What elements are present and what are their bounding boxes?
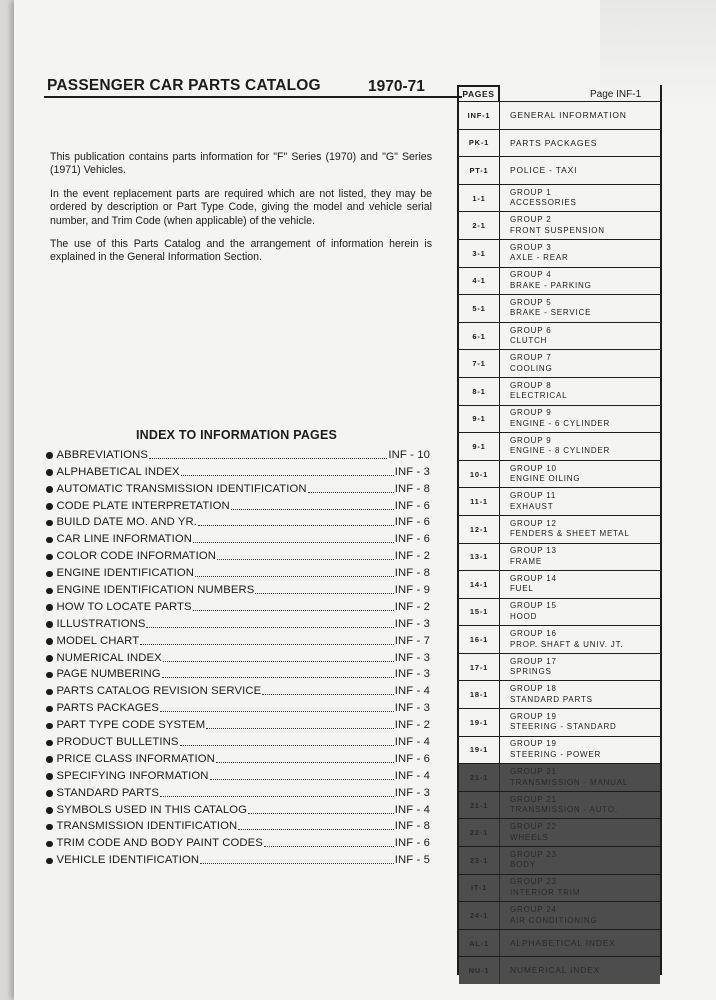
index-entry (46, 698, 430, 715)
index-entry-page: INF - 2 (394, 600, 430, 613)
section-tab-row (459, 515, 660, 543)
section-line2: WHEELS (510, 832, 549, 842)
section-line1: GROUP 23 (510, 849, 557, 859)
section-line1: GENERAL INFORMATION (510, 110, 627, 121)
section-tab-row (459, 763, 660, 791)
section-tab-row (459, 432, 660, 460)
dot-leader (193, 610, 394, 611)
section-description (500, 433, 660, 460)
section-page-code: 23-1 (459, 847, 500, 874)
section-tab-row (459, 211, 660, 239)
section-description (500, 681, 660, 708)
index-entry-page: INF - 4 (394, 769, 430, 782)
index-entry (46, 766, 430, 783)
bullet-icon (46, 672, 53, 679)
section-line1: GROUP 6 (510, 325, 552, 335)
tab-rows (459, 101, 660, 984)
section-line2: ENGINE OILING (510, 474, 581, 484)
dot-leader (200, 863, 394, 864)
section-line1: GROUP 21 (510, 794, 557, 804)
index-entry-page: INF - 3 (394, 651, 430, 664)
section-line2: STEERING - STANDARD (510, 722, 617, 732)
bullet-icon (46, 723, 53, 730)
index-entry-label: STANDARD PARTS (56, 786, 159, 799)
section-line2: BRAKE - PARKING (510, 280, 592, 290)
index-entry-label: ENGINE IDENTIFICATION (56, 567, 194, 580)
section-line2: STEERING - POWER (510, 749, 602, 759)
section-line1: GROUP 11 (510, 491, 557, 501)
section-page-code: PK-1 (459, 130, 500, 157)
section-line2: INTERIOR TRIM (510, 887, 581, 897)
section-page-code: 22-1 (459, 819, 500, 846)
index-entry (46, 850, 430, 867)
bullet-icon (46, 655, 53, 662)
section-page-code: 13-1 (459, 544, 500, 571)
index-entry (46, 563, 430, 580)
section-tab-row (459, 846, 660, 874)
index-entry-page: INF - 3 (394, 702, 430, 715)
section-page-code: 17-1 (459, 654, 500, 681)
section-line1: GROUP 1 (510, 187, 552, 197)
section-page-code: 1-1 (459, 185, 500, 212)
section-line1: GROUP 13 (510, 546, 557, 556)
section-description (500, 350, 660, 377)
index-entry (46, 513, 430, 530)
section-line2: ENGINE - 6 CYLINDER (510, 418, 611, 428)
section-tab-row (459, 929, 660, 957)
section-line1: GROUP 24 (510, 905, 557, 915)
section-line1: GROUP 17 (510, 656, 557, 666)
section-line1: GROUP 12 (510, 518, 557, 528)
section-description (500, 488, 660, 515)
section-line1: GROUP 19 (510, 711, 557, 721)
bullet-icon (46, 638, 53, 645)
bullet-icon (46, 554, 53, 561)
index-entry (46, 462, 430, 479)
section-page-code: 21-1 (459, 792, 500, 819)
section-line1: PARTS PACKAGES (510, 137, 598, 148)
section-page-code: NU-1 (459, 957, 500, 984)
dot-leader (195, 576, 394, 577)
section-tab-row (459, 487, 660, 515)
section-page-code: 7-1 (459, 350, 500, 377)
section-tab-row (459, 460, 660, 488)
index-list (46, 445, 430, 867)
index-entry (46, 783, 430, 800)
dot-leader (193, 542, 394, 543)
section-tab-row (459, 708, 660, 736)
catalog-title: PASSENGER CAR PARTS CATALOG (47, 77, 321, 94)
bullet-icon (46, 588, 53, 595)
section-line2: COOLING (510, 363, 553, 373)
bullet-icon (46, 858, 53, 865)
section-line1: GROUP 3 (510, 242, 552, 252)
section-page-code: 12-1 (459, 516, 500, 543)
section-tab-row (459, 267, 660, 295)
index-entry-label: PART TYPE CODE SYSTEM (56, 719, 206, 732)
section-page-code: 4-1 (459, 268, 500, 295)
dot-leader (206, 728, 393, 729)
section-description (500, 626, 660, 653)
index-entry (46, 529, 430, 546)
dot-leader (160, 796, 394, 797)
index-entry-label: PARTS PACKAGES (56, 702, 159, 715)
section-description (500, 957, 660, 984)
dot-leader (180, 745, 394, 746)
bullet-icon (46, 537, 53, 544)
section-page-code: 11-1 (459, 488, 500, 515)
index-entry-page: INF - 6 (394, 752, 430, 765)
index-entry-page: INF - 4 (394, 685, 430, 698)
section-line1: GROUP 8 (510, 380, 552, 390)
bullet-icon (46, 452, 53, 459)
section-description (500, 406, 660, 433)
section-description (500, 737, 660, 764)
index-entry-page: INF - 2 (394, 550, 430, 563)
section-line2: BRAKE - SERVICE (510, 308, 592, 318)
section-page-code: 18-1 (459, 681, 500, 708)
dot-leader (149, 458, 387, 459)
section-description (500, 930, 660, 957)
index-entry-label: TRANSMISSION IDENTIFICATION (56, 820, 238, 833)
section-line1: GROUP 7 (510, 353, 552, 363)
section-tab-row (459, 570, 660, 598)
index-entry (46, 732, 430, 749)
dot-leader (255, 593, 393, 594)
index-entry-label: MODEL CHART (56, 634, 140, 647)
index-entry (46, 496, 430, 513)
section-line1: POLICE - TAXI (510, 165, 578, 176)
section-line1: GROUP 5 (510, 297, 552, 307)
section-description (500, 157, 660, 184)
section-line1: GROUP 9 (510, 435, 552, 445)
index-entry (46, 479, 430, 496)
pages-column-header: PAGES (457, 85, 500, 101)
index-entry-page: INF - 2 (394, 719, 430, 732)
section-line2: FRAME (510, 556, 542, 566)
index-entry-page: INF - 3 (394, 465, 430, 478)
dot-leader (181, 475, 394, 476)
index-entry-label: BUILD DATE MO. AND YR. (56, 516, 198, 529)
index-entry (46, 833, 430, 850)
index-entry-label: CODE PLATE INTERPRETATION (56, 499, 230, 512)
dot-leader (162, 677, 394, 678)
section-line1: GROUP 15 (510, 601, 557, 611)
section-page-code: 6-1 (459, 323, 500, 350)
dot-leader (231, 509, 394, 510)
index-entry-label: ALPHABETICAL INDEX (56, 465, 180, 478)
section-tab-table (457, 85, 662, 975)
section-tab-row (459, 349, 660, 377)
section-line2: PROP. SHAFT & UNIV. JT. (510, 639, 624, 649)
bullet-icon (46, 790, 53, 797)
index-heading: INDEX TO INFORMATION PAGES (136, 428, 338, 442)
section-page-code: 3-1 (459, 240, 500, 267)
index-entry (46, 546, 430, 563)
section-description (500, 544, 660, 571)
bullet-icon (46, 520, 53, 527)
section-description (500, 185, 660, 212)
bullet-icon (46, 773, 53, 780)
section-description (500, 130, 660, 157)
title-rule (44, 96, 462, 98)
section-line2: AIR CONDITIONING (510, 915, 598, 925)
dot-leader (308, 492, 394, 493)
section-line2: AXLE - REAR (510, 253, 569, 263)
index-entry-label: HOW TO LOCATE PARTS (56, 600, 192, 613)
intro-paragraph: In the event replacement parts are required which are not listed, they may be ordered by description or Part Type Code, giving the model and vehicle serial number, and Trim Code (when applicable) of the vehicle. (50, 187, 432, 227)
section-tab-row (459, 101, 660, 129)
index-entry-page: INF - 6 (394, 499, 430, 512)
section-line1: GROUP 10 (510, 463, 557, 473)
section-description (500, 599, 660, 626)
section-line1: GROUP 23 (510, 877, 557, 887)
bullet-icon (46, 740, 53, 747)
dot-leader (262, 694, 394, 695)
section-tab-row (459, 625, 660, 653)
section-description (500, 654, 660, 681)
section-tab-row (459, 901, 660, 929)
dot-leader (264, 846, 394, 847)
section-page-code: 24-1 (459, 902, 500, 929)
index-entry-label: AUTOMATIC TRANSMISSION IDENTIFICATION (56, 482, 307, 495)
index-entry (46, 597, 430, 614)
index-entry (46, 580, 430, 597)
index-entry-label: PARTS CATALOG REVISION SERVICE (56, 685, 262, 698)
section-tab-row (459, 791, 660, 819)
section-tab-row (459, 156, 660, 184)
index-entry-label: ABBREVIATIONS (56, 448, 148, 461)
index-entry-page: INF - 4 (394, 803, 430, 816)
index-entry (46, 648, 430, 665)
index-entry-page: INF - 8 (394, 567, 430, 580)
index-entry (46, 445, 430, 462)
index-entry (46, 665, 430, 682)
bullet-icon (46, 824, 53, 831)
section-tab-row (459, 598, 660, 626)
dot-leader (217, 559, 394, 560)
section-tab-row (459, 653, 660, 681)
section-tab-row (459, 129, 660, 157)
section-description (500, 461, 660, 488)
section-line1: GROUP 19 (510, 739, 557, 749)
section-line2: TRANSMISSION - AUTO. (510, 805, 618, 815)
section-line1: GROUP 14 (510, 573, 557, 583)
bullet-icon (46, 841, 53, 848)
section-page-code: 8-1 (459, 378, 500, 405)
index-entry-label: SPECIFYING INFORMATION (56, 769, 209, 782)
section-line1: GROUP 22 (510, 822, 557, 832)
section-tab-row (459, 874, 660, 902)
section-tab-row (459, 239, 660, 267)
section-line2: ELECTRICAL (510, 391, 568, 401)
section-description (500, 212, 660, 239)
section-description (500, 764, 660, 791)
section-line2: STANDARD PARTS (510, 694, 593, 704)
index-entry (46, 800, 430, 817)
section-line1: GROUP 18 (510, 684, 557, 694)
index-entry-page: INF - 9 (394, 584, 430, 597)
section-tab-row (459, 736, 660, 764)
dot-leader (216, 762, 394, 763)
index-entry-page: INF - 3 (394, 786, 430, 799)
section-line2: EXHAUST (510, 501, 554, 511)
index-entry-page: INF - 7 (394, 634, 430, 647)
section-line1: GROUP 9 (510, 408, 552, 418)
section-page-code: 9-1 (459, 433, 500, 460)
bullet-icon (46, 706, 53, 713)
index-entry-label: ILLUSTRATIONS (56, 617, 146, 630)
section-line2: HOOD (510, 611, 538, 621)
section-page-code: 9-1 (459, 406, 500, 433)
section-page-code: 19-1 (459, 737, 500, 764)
index-entry-page: INF - 6 (394, 533, 430, 546)
section-line2: SPRINGS (510, 667, 552, 677)
dot-leader (238, 829, 394, 830)
section-description (500, 847, 660, 874)
bullet-icon (46, 469, 53, 476)
catalog-year: 1970-71 (368, 78, 425, 95)
section-description (500, 819, 660, 846)
section-line1: GROUP 2 (510, 215, 552, 225)
dot-leader (210, 779, 394, 780)
bullet-icon (46, 503, 53, 510)
section-description (500, 268, 660, 295)
section-line2: FUEL (510, 584, 534, 594)
section-line2: ENGINE - 8 CYLINDER (510, 446, 611, 456)
index-entry (46, 614, 430, 631)
index-entry (46, 681, 430, 698)
section-description (500, 709, 660, 736)
bullet-icon (46, 604, 53, 611)
section-page-code: 15-1 (459, 599, 500, 626)
section-description (500, 378, 660, 405)
section-line1: NUMERICAL INDEX (510, 965, 601, 976)
section-page-code: 19-1 (459, 709, 500, 736)
section-description (500, 323, 660, 350)
index-entry-label: TRIM CODE AND BODY PAINT CODES (56, 837, 263, 850)
section-description (500, 875, 660, 902)
dot-leader (140, 644, 394, 645)
section-page-code: PT-1 (459, 157, 500, 184)
index-entry (46, 715, 430, 732)
intro-paragraph: This publication contains parts information for "F" Series (1970) and "G" Series (1971) Vehicles. (50, 151, 432, 177)
section-line2: CLUTCH (510, 336, 548, 346)
index-entry (46, 749, 430, 766)
index-entry-label: PAGE NUMBERING (56, 668, 161, 681)
section-description (500, 571, 660, 598)
page-reference: Page INF-1 (590, 89, 642, 100)
index-entry-label: VEHICLE IDENTIFICATION (56, 854, 200, 867)
section-page-code: IT-1 (459, 875, 500, 902)
index-entry (46, 817, 430, 834)
bullet-icon (46, 571, 53, 578)
dot-leader (198, 525, 394, 526)
section-page-code: 2-1 (459, 212, 500, 239)
bullet-icon (46, 756, 53, 763)
section-tab-row (459, 322, 660, 350)
index-entry-page: INF - 3 (394, 668, 430, 681)
index-entry-page: INF - 8 (394, 820, 430, 833)
section-line1: GROUP 21 (510, 767, 557, 777)
section-line2: FRONT SUSPENSION (510, 225, 605, 235)
index-entry-page: INF - 8 (394, 482, 430, 495)
index-entry-label: COLOR CODE INFORMATION (56, 550, 217, 563)
dot-leader (160, 711, 394, 712)
index-entry-label: SYMBOLS USED IN THIS CATALOG (56, 803, 247, 816)
index-entry-page: INF - 3 (394, 617, 430, 630)
section-page-code: 14-1 (459, 571, 500, 598)
section-description (500, 102, 660, 129)
section-line2: FENDERS & SHEET METAL (510, 529, 630, 539)
section-description (500, 516, 660, 543)
section-line2: BODY (510, 860, 536, 870)
section-description (500, 295, 660, 322)
section-description (500, 240, 660, 267)
index-entry-label: ENGINE IDENTIFICATION NUMBERS (56, 584, 255, 597)
section-line1: GROUP 16 (510, 629, 557, 639)
section-line1: GROUP 4 (510, 270, 552, 280)
section-line2: ACCESSORIES (510, 198, 577, 208)
bullet-icon (46, 621, 53, 628)
dot-leader (146, 627, 393, 628)
index-entry-label: PRICE CLASS INFORMATION (56, 752, 215, 765)
section-tab-row (459, 543, 660, 571)
section-page-code: AL-1 (459, 930, 500, 957)
section-description (500, 792, 660, 819)
intro-paragraph: The use of this Parts Catalog and the arrangement of information herein is explained in the General Information Section. (50, 238, 432, 264)
index-entry-label: CAR LINE INFORMATION (56, 533, 192, 546)
section-page-code: 5-1 (459, 295, 500, 322)
bullet-icon (46, 689, 53, 696)
section-description (500, 902, 660, 929)
tab-table-header (459, 85, 660, 101)
bullet-icon (46, 807, 53, 814)
index-entry (46, 631, 430, 648)
dot-leader (163, 661, 394, 662)
dot-leader (248, 813, 394, 814)
intro-text (50, 151, 432, 275)
index-entry-page: INF - 5 (394, 854, 430, 867)
section-tab-row (459, 184, 660, 212)
section-tab-row (459, 377, 660, 405)
bullet-icon (46, 486, 53, 493)
section-page-code: 16-1 (459, 626, 500, 653)
section-page-code: 21-1 (459, 764, 500, 791)
index-entry-page: INF - 4 (394, 736, 430, 749)
section-tab-row (459, 956, 660, 984)
index-entry-page: INF - 10 (388, 448, 430, 461)
section-tab-row (459, 294, 660, 322)
index-entry-page: INF - 6 (394, 516, 430, 529)
section-tab-row (459, 818, 660, 846)
index-entry-label: PRODUCT BULLETINS (56, 736, 179, 749)
section-tab-row (459, 680, 660, 708)
section-page-code: 10-1 (459, 461, 500, 488)
section-tab-row (459, 405, 660, 433)
index-entry-label: NUMERICAL INDEX (56, 651, 162, 664)
section-line1: ALPHABETICAL INDEX (510, 937, 616, 948)
index-entry-page: INF - 6 (394, 837, 430, 850)
section-page-code: INF-1 (459, 102, 500, 129)
section-line2: TRANSMISSION - MANUAL (510, 777, 629, 787)
